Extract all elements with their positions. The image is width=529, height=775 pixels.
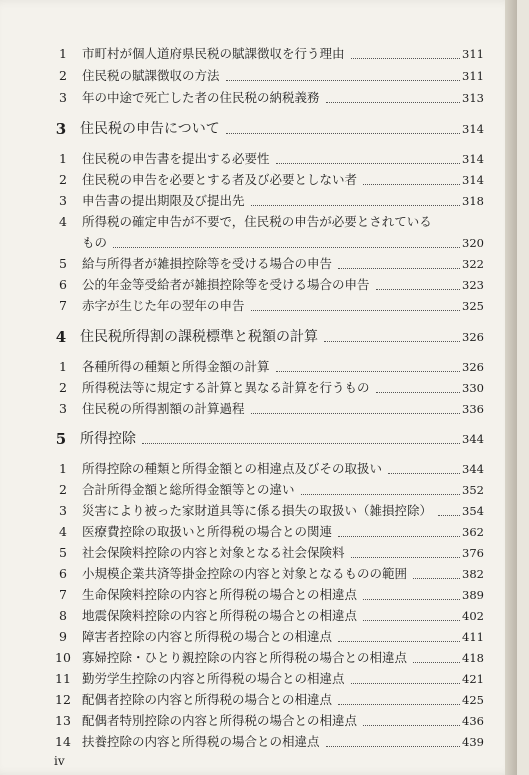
toc-row	[52, 733, 484, 751]
toc-section-number: 3	[55, 120, 67, 138]
toc-title: 各種所得の種類と所得金額の計算	[82, 359, 270, 374]
toc-section-row	[48, 430, 484, 448]
toc-title: 年の中途で死亡した者の住民税の納税義務	[82, 90, 320, 105]
toc-leader-dots	[388, 472, 460, 474]
toc-page-number: 425	[462, 693, 484, 707]
toc-page-number: 402	[462, 609, 484, 623]
toc-number: 2	[59, 482, 67, 497]
toc-section-row	[48, 328, 484, 346]
toc-title: 市町村が個人道府県民税の賦課徴収を行う理由	[82, 46, 345, 61]
toc-page-number: 344	[462, 462, 484, 476]
toc-row	[52, 255, 484, 273]
toc-page-number: 311	[462, 47, 484, 61]
toc-leader-dots	[413, 661, 460, 663]
toc-page-number: 362	[462, 525, 484, 539]
toc-number: 9	[59, 629, 67, 644]
toc-title: 申告書の提出期限及び提出先	[82, 193, 245, 208]
toc-page-number: 330	[462, 381, 484, 395]
toc-page-number: 314	[462, 152, 484, 166]
toc-leader-dots	[276, 162, 461, 164]
toc-section-row	[48, 120, 484, 138]
toc-title: 住民税の賦課徴収の方法	[82, 68, 220, 83]
toc-title: 所得税の確定申告が不要で，住民税の申告が必要とされている	[82, 214, 432, 229]
toc-leader-dots	[226, 132, 460, 134]
toc-row	[52, 67, 484, 85]
toc-page-number: 313	[462, 91, 484, 105]
toc-leader-dots	[142, 442, 460, 444]
toc-row	[52, 565, 484, 583]
toc-row	[52, 297, 484, 315]
toc-page-number: 314	[462, 173, 484, 187]
toc-leader-dots	[338, 535, 460, 537]
toc-row	[52, 586, 484, 604]
toc-leader-dots	[376, 391, 461, 393]
toc-title: 公的年金等受給者が雑損控除等を受ける場合の申告	[82, 277, 370, 292]
toc-leader-dots	[276, 370, 461, 372]
toc-title: 赤字が生じた年の翌年の申告	[82, 298, 245, 313]
toc-number: 7	[59, 587, 67, 602]
toc-row	[52, 523, 484, 541]
toc-page-number: 376	[462, 546, 484, 560]
toc-row	[52, 276, 484, 294]
toc-page-number: 382	[462, 567, 484, 581]
toc-number: 12	[55, 692, 71, 707]
toc-page-number: 322	[462, 257, 484, 271]
toc-number: 3	[59, 503, 67, 518]
toc-row	[52, 712, 484, 730]
toc-row	[52, 379, 484, 397]
toc-row	[52, 544, 484, 562]
toc-leader-dots	[438, 514, 460, 516]
toc-title: 生命保険料控除の内容と所得税の場合との相違点	[82, 587, 358, 602]
toc-number: 14	[55, 734, 71, 749]
toc-row	[52, 481, 484, 499]
toc-leader-dots	[376, 288, 461, 290]
toc-number: 4	[59, 214, 67, 229]
toc-page-number: 311	[462, 69, 484, 83]
toc-leader-dots	[338, 267, 460, 269]
toc-page-number: 436	[462, 714, 484, 728]
toc-row	[52, 607, 484, 625]
toc-number: 3	[59, 90, 67, 105]
toc-page-number: 320	[462, 236, 484, 250]
toc-row	[52, 192, 484, 210]
toc-number: 1	[59, 46, 67, 61]
toc-row	[52, 628, 484, 646]
toc-row	[52, 171, 484, 189]
toc-row	[52, 400, 484, 418]
toc-row	[52, 649, 484, 667]
toc-number: 6	[59, 566, 67, 581]
toc-title: 住民税の申告書を提出する必要性	[82, 151, 270, 166]
toc-leader-dots	[113, 246, 460, 248]
toc-number: 4	[59, 524, 67, 539]
toc-leader-dots	[351, 57, 461, 59]
toc-number: 8	[59, 608, 67, 623]
toc-page-number: 314	[462, 122, 484, 136]
toc-title: 社会保険料控除の内容と対象となる社会保険料	[82, 545, 345, 560]
toc-page-number: 352	[462, 483, 484, 497]
toc-title: もの	[82, 235, 108, 250]
toc-title: 扶養控除の内容と所得税の場合との相違点	[82, 734, 320, 749]
toc-row	[52, 150, 484, 168]
toc-row	[52, 89, 484, 107]
toc-section-title: 住民税の申告について	[80, 121, 220, 137]
toc-leader-dots	[326, 101, 461, 103]
toc-number: 1	[59, 151, 67, 166]
toc-number: 13	[55, 713, 71, 728]
toc-leader-dots	[226, 79, 461, 81]
toc-page-number: 318	[462, 194, 484, 208]
toc-page-number: 389	[462, 588, 484, 602]
toc-title: 障害者控除の内容と所得税の場合との相違点	[82, 629, 333, 644]
toc-title: 寡婦控除・ひとり親控除の内容と所得税の場合との相違点	[82, 650, 408, 665]
toc-page-number: 411	[462, 630, 484, 644]
toc-number: 1	[59, 461, 67, 476]
toc-section-title: 所得控除	[80, 431, 136, 447]
toc-leader-dots	[363, 598, 460, 600]
toc-page-number: 326	[462, 330, 484, 344]
toc-section-title: 住民税所得割の課税標準と税額の計算	[80, 329, 318, 345]
toc-leader-dots	[251, 412, 461, 414]
toc-page-number: 336	[462, 402, 484, 416]
toc-leader-dots	[324, 340, 460, 342]
toc-leader-dots	[363, 724, 460, 726]
toc-row	[52, 691, 484, 709]
toc-number: 6	[59, 277, 67, 292]
toc-title: 勤労学生控除の内容と所得税の場合との相違点	[82, 671, 345, 686]
toc-title: 地震保険料控除の内容と所得税の場合との相違点	[82, 608, 358, 623]
toc-leader-dots	[326, 745, 461, 747]
toc-number: 10	[55, 650, 71, 665]
toc-leader-dots	[351, 556, 461, 558]
toc-section-number: 5	[55, 430, 67, 448]
toc-page-number: 326	[462, 360, 484, 374]
toc-row	[52, 670, 484, 688]
toc-row	[52, 358, 484, 376]
toc-title: 住民税の所得割額の計算過程	[82, 401, 245, 416]
toc-page-number: 325	[462, 299, 484, 313]
toc-number: 5	[59, 256, 67, 271]
toc-title: 配偶者特別控除の内容と所得税の場合との相違点	[82, 713, 358, 728]
toc-leader-dots	[251, 309, 461, 311]
toc-title: 配偶者控除の内容と所得税の場合との相違点	[82, 692, 333, 707]
toc-leader-dots	[338, 640, 460, 642]
toc-section-number: 4	[55, 328, 67, 346]
toc-page-number: 354	[462, 504, 484, 518]
toc-leader-dots	[351, 682, 461, 684]
toc-number: 5	[59, 545, 67, 560]
toc-number: 11	[55, 671, 71, 686]
toc-leader-dots	[251, 204, 461, 206]
toc-title: 医療費控除の取扱いと所得税の場合との関連	[82, 524, 333, 539]
toc-page-number: 418	[462, 651, 484, 665]
toc-page-number: 323	[462, 278, 484, 292]
toc-row	[52, 213, 484, 231]
toc-page-number: 344	[462, 432, 484, 446]
toc-row	[52, 460, 484, 478]
toc-leader-dots	[363, 183, 460, 185]
toc-leader-dots	[363, 619, 460, 621]
toc-row	[52, 45, 484, 63]
toc-leader-dots	[301, 493, 461, 495]
toc-number: 1	[59, 359, 67, 374]
toc-title: 給与所得者が雑損控除等を受ける場合の申告	[82, 256, 333, 271]
toc-title: 所得税法等に規定する計算と異なる計算を行うもの	[82, 380, 370, 395]
toc-title: 所得控除の種類と所得金額との相違点及びその取扱い	[82, 461, 383, 476]
toc-page-number: 439	[462, 735, 484, 749]
toc-title: 災害により被った家財道具等に係る損失の取扱い（雑損控除）	[82, 503, 433, 518]
toc-leader-dots	[338, 703, 460, 705]
page-footer-number: iv	[54, 754, 65, 768]
toc-number: 2	[59, 172, 67, 187]
toc-title: 住民税の申告を必要とする者及び必要としない者	[82, 172, 358, 187]
toc-number: 2	[59, 68, 67, 83]
toc-number: 2	[59, 380, 67, 395]
toc-row-continuation	[82, 234, 484, 252]
toc-title: 合計所得金額と総所得金額等との違い	[82, 482, 295, 497]
toc-number: 7	[59, 298, 67, 313]
toc-page-number: 421	[462, 672, 484, 686]
toc-row	[52, 502, 484, 520]
toc-leader-dots	[413, 577, 460, 579]
toc-number: 3	[59, 401, 67, 416]
toc-number: 3	[59, 193, 67, 208]
toc-title: 小規模企業共済等掛金控除の内容と対象となるものの範囲	[82, 566, 408, 581]
